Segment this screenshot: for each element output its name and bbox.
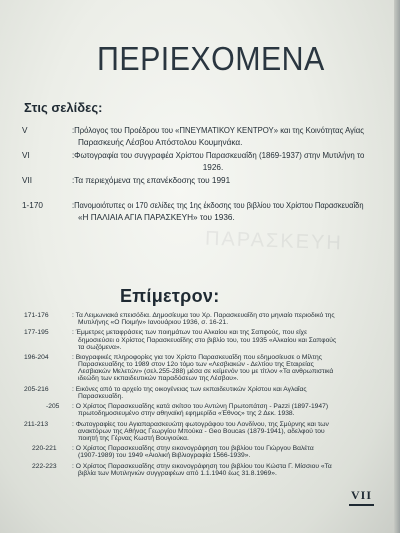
- entry-line: 1926.: [202, 163, 224, 172]
- entry-text: [72, 200, 364, 224]
- entry-line: :Πρόλογος του Προέδρου του «ΠΝΕΥΜΑΤΙΚΟΥ ΚΕΝΤΡΟΥ» και της Κοινότητας Αγίας: [72, 126, 364, 135]
- page-number: 1-170: [22, 201, 43, 210]
- entry-line: : Έμμετρες μεταφράσεις των ποιημάτων του Αλκαίου και της Σαπφούς, που είχε: [72, 329, 308, 337]
- entry-line: Μυτιλήνης «Ο Ποιμήν» Ιανουάριου 1936, σ. 16-21.: [78, 319, 229, 327]
- entry-line: : Βιογραφικές πληροφορίες για τον Χρίστο Παρασκευαΐδη που εδημοσίευσε ο Μίλτης: [72, 354, 322, 361]
- entry-text: [72, 463, 364, 477]
- page-number: VII: [22, 176, 33, 185]
- entry-text: [72, 421, 364, 442]
- page-number: V: [22, 126, 28, 135]
- entry-line: : Ο Χρίστος Παρασκευαΐδης στην εικονογράφηση του βιβλίου του Κώστα Γ. Μίσσιου «Τα: [72, 462, 332, 470]
- entry-line: Παρασκευής Λέσβου Απόστολου Κουμηνάκα.: [78, 138, 243, 147]
- entry-line: ποιητή της Γέρνας Κωστή Βουγιούκα.: [78, 434, 189, 442]
- entry-line: τα σωζόμενα».: [78, 343, 122, 351]
- entry-text: [72, 150, 364, 174]
- entry-line: :Φωτογραφία του συγγραφέα Χρίστου Παρασκευαΐδη (1869-1937) στην Μυτιλήνη το: [72, 151, 365, 160]
- entry-line: Λεσβιακών Μελετών» (σελ.255-288) μέσα σε κείμενόν του με τίτλον «Τα ανθρωπιστικά: [78, 368, 334, 376]
- page-number: 222-223: [32, 462, 57, 470]
- entry-line: :Πανομοιότυπες οι 170 σελίδες της 1ης έκδοσης του βιβλίου του Χρίστου Παρασκευαΐδη: [72, 201, 364, 210]
- entry-text: [72, 403, 364, 417]
- entry-line: : Ο Χρίστος Παρασκευαΐδης στην εικονογράφηση του βιβλίου του Γιώργου Βαλέτα: [72, 445, 314, 453]
- page-number: -205: [46, 403, 60, 411]
- entry-line: (1907-1989) του 1949 «Αιολική Βιβλιογραφία 1566-1939».: [78, 452, 251, 460]
- page-number: VI: [22, 151, 30, 160]
- entry-text: [72, 125, 364, 149]
- entry-text: [72, 329, 364, 350]
- entry-line: : Εικόνες από το αρχείο της οικογένειας των εκπαιδευτικών Χρίστου και Αγλαΐας: [72, 385, 307, 393]
- entry-line: ιδεώδη των εκπαιδευτικών παραδόσεων της Λέσβου».: [78, 375, 239, 383]
- appendix-heading: Επίμετρον:: [120, 286, 220, 306]
- entry-line: Παρασκευαΐδη.: [78, 392, 124, 400]
- pages-heading: Στις σελίδες:: [24, 100, 103, 115]
- page-number: 171-176: [24, 312, 49, 319]
- page-edge: [394, 0, 400, 533]
- page-folio: VII: [349, 488, 374, 506]
- entry-text: [72, 175, 364, 187]
- page-title: ΠΕΡΙΕΧΟΜΕΝΑ: [97, 40, 325, 77]
- page-number: 211-213: [24, 420, 49, 428]
- entry-line: : Τα Λειμωνιακά επεισόδια. Δημοσίευμα του Χρ. Παρασκευαΐδη στο μηνιαίο περιοδικό της: [72, 312, 335, 319]
- page-number: 177-195: [24, 329, 49, 337]
- page-number: 220-221: [32, 445, 57, 453]
- entry-line: : Ο Χρίστος Παρασκευαΐδης κατά σκίτσο του Αντώνη Πρωτοπάτση - Pazzi (1897-1947): [72, 403, 329, 411]
- entry-text: [72, 354, 364, 382]
- entry-text: [72, 445, 364, 459]
- entry-line: δημοσιεύσει ο Χρίστος Παρασκευαΐδης στο βιβλίο του, του 1935 «Αλκαίου και Σαπφούς: [78, 336, 337, 344]
- entry-line: «Η ΠΑΛΙΑΙΑ ΑΓΙΑ ΠΑΡΑΣΚΕΥΗ» του 1936.: [78, 213, 235, 222]
- page-number: 205-216: [24, 385, 49, 393]
- page-number: 196-204: [24, 354, 49, 361]
- entry-line: πρωτοδημοσιευμένο στην αθηναϊκή εφημερίδα «Έθνος» της 2 Δεκ. 1938.: [78, 410, 295, 418]
- entry-line: Παρασκευαΐδης το 1989 στον 12ο τόμο των «Λεσβιακών - Δελτίου της Εταιρείας: [78, 361, 314, 369]
- show-through-text: ΠΑΡΑΣΚΕΥΗ: [204, 227, 344, 255]
- entry-text: [72, 312, 364, 326]
- entry-line: βιβλία των Μυτιληνιών συγγραφέων από 1.1.1940 έως 31.8.1969».: [78, 469, 277, 477]
- entry-line: ανακτόρων της Αθήνας Γεωργίου Μπούκα - Geo Boucas (1879-1941), αδελφού του: [78, 427, 325, 435]
- entry-text: [72, 386, 364, 400]
- entry-line: :Τα περιεχόμενα της επανέκδοσης του 1991: [72, 176, 231, 185]
- entry-line: : Φωτογραφίες του Αγιαπαρασκευώτη φωτογράφου του Λονδίνου, της Σμύρνης και των: [72, 420, 329, 428]
